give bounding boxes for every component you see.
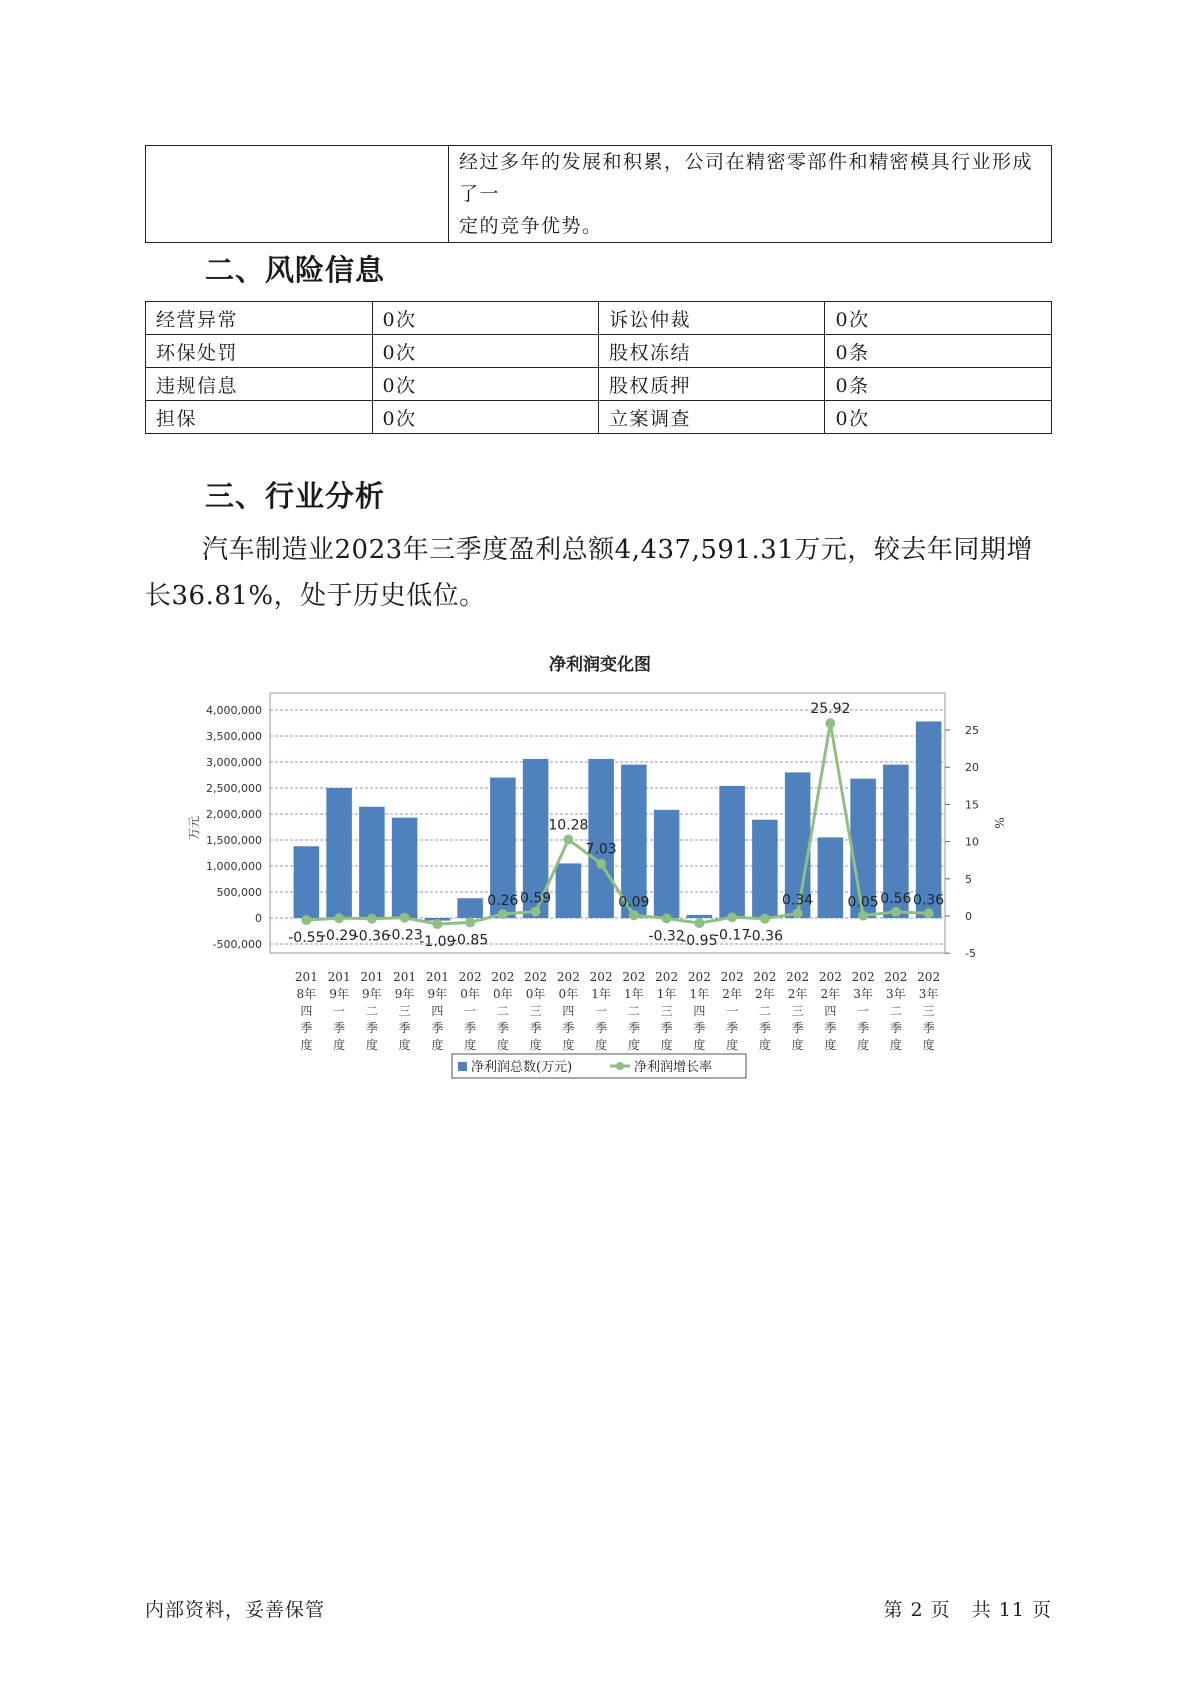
x-tick-label: 9年 xyxy=(362,987,382,1001)
y-tick-left: 2,000,000 xyxy=(206,808,262,821)
risk-value: 0次 xyxy=(372,401,598,434)
growth-rate-point xyxy=(596,859,606,869)
growth-rate-point xyxy=(531,907,541,917)
x-tick-label: 三 xyxy=(529,1004,542,1018)
x-tick-label: 度 xyxy=(758,1038,771,1052)
risk-value: 0次 xyxy=(372,335,598,368)
risk-label: 经营异常 xyxy=(146,302,373,335)
growth-rate-point xyxy=(563,835,573,845)
bar xyxy=(457,898,483,918)
x-tick-label: 度 xyxy=(889,1038,902,1052)
x-tick-label: 1年 xyxy=(656,987,677,1001)
x-tick-label: 度 xyxy=(857,1038,870,1052)
x-tick-label: 季 xyxy=(758,1021,771,1035)
bar xyxy=(359,807,385,918)
y-tick-right: 20 xyxy=(965,761,979,775)
x-tick-label: 202 xyxy=(491,970,515,984)
x-tick-label: 1年 xyxy=(624,987,644,1001)
x-tick-label: 202 xyxy=(655,970,679,984)
legend-bar-swatch xyxy=(458,1062,467,1071)
risk-label: 诉讼仲裁 xyxy=(598,302,825,335)
x-tick-label: 季 xyxy=(726,1021,739,1035)
x-tick-label: 202 xyxy=(818,970,842,984)
x-tick-label: 2年 xyxy=(755,987,775,1001)
growth-rate-point xyxy=(465,917,475,927)
x-tick-label: 一 xyxy=(333,1004,346,1018)
growth-rate-point xyxy=(400,913,410,923)
growth-rate-label: 7.03 xyxy=(585,841,617,858)
x-tick-label: 202 xyxy=(524,970,548,984)
x-tick-label: 202 xyxy=(687,970,711,984)
x-tick-label: 三 xyxy=(922,1004,935,1018)
x-tick-label: 度 xyxy=(824,1038,837,1052)
x-tick-label: 3年 xyxy=(886,987,906,1001)
x-tick-label: 202 xyxy=(720,970,744,984)
y-axis-label-right: % xyxy=(992,817,1006,829)
x-tick-label: 0年 xyxy=(493,987,513,1001)
x-tick-label: 季 xyxy=(300,1021,313,1035)
x-tick-label: 二 xyxy=(627,1004,640,1018)
summary-label-cell xyxy=(146,146,449,243)
growth-rate-point xyxy=(334,913,344,923)
growth-rate-label: 0.56 xyxy=(880,890,912,907)
legend-line-label: 净利润增长率 xyxy=(634,1060,713,1075)
growth-rate-label: -0.23 xyxy=(386,927,423,944)
x-tick-label: 度 xyxy=(333,1038,346,1052)
risk-info-table xyxy=(145,301,1052,434)
bar xyxy=(818,837,844,918)
y-tick-left: 0 xyxy=(255,912,262,925)
risk-row xyxy=(146,368,1052,401)
x-tick-label: 202 xyxy=(556,970,580,984)
x-tick-label: 四 xyxy=(824,1004,837,1018)
x-tick-label: 2年 xyxy=(722,987,742,1001)
growth-rate-point xyxy=(891,907,901,917)
growth-rate-label: -0.32 xyxy=(648,928,685,945)
summary-text-line-2: 定的竞争优势。 xyxy=(459,215,603,237)
x-tick-label: 季 xyxy=(595,1021,608,1035)
growth-rate-label: -0.36 xyxy=(353,928,390,945)
y-tick-left: -500,000 xyxy=(212,938,262,951)
x-tick-label: 三 xyxy=(398,1004,411,1018)
risk-row xyxy=(146,302,1052,335)
x-tick-label: 度 xyxy=(398,1038,411,1052)
x-tick-label: 201 xyxy=(425,970,449,984)
x-tick-label: 季 xyxy=(562,1021,575,1035)
x-tick-label: 四 xyxy=(431,1004,444,1018)
growth-rate-label: -0.95 xyxy=(681,933,718,950)
x-tick-label: 度 xyxy=(562,1038,575,1052)
x-tick-label: 度 xyxy=(365,1038,378,1052)
bar xyxy=(392,818,418,918)
x-tick-label: 季 xyxy=(791,1021,804,1035)
x-tick-label: 0年 xyxy=(525,987,546,1001)
growth-rate-label: 0.26 xyxy=(487,893,519,910)
risk-value: 0次 xyxy=(372,368,598,401)
x-tick-label: 度 xyxy=(431,1038,444,1052)
x-tick-label: 度 xyxy=(496,1038,509,1052)
x-tick-label: 度 xyxy=(595,1038,608,1052)
x-tick-label: 202 xyxy=(786,970,810,984)
growth-rate-point xyxy=(694,918,704,928)
growth-rate-point xyxy=(629,910,639,920)
summary-text-line-1: 经过多年的发展和积累，公司在精密零部件和精密模具行业形成了一 xyxy=(459,151,1034,205)
summary-text-cell xyxy=(449,146,1052,243)
x-tick-label: 一 xyxy=(595,1004,608,1018)
growth-rate-label: 0.36 xyxy=(913,892,945,909)
x-tick-label: 3年 xyxy=(853,987,873,1001)
x-tick-label: 季 xyxy=(660,1021,673,1035)
growth-rate-label: 0.34 xyxy=(782,892,814,909)
y-tick-left: 2,500,000 xyxy=(206,782,262,795)
growth-rate-label: 0.05 xyxy=(847,894,879,911)
bar xyxy=(654,810,680,918)
x-tick-label: 0年 xyxy=(460,987,480,1001)
x-tick-label: 季 xyxy=(398,1021,411,1035)
growth-rate-label: -0.17 xyxy=(714,927,751,944)
bar xyxy=(588,759,614,918)
x-tick-label: 202 xyxy=(917,970,941,984)
bar xyxy=(719,786,745,918)
growth-rate-point xyxy=(858,911,868,921)
growth-rate-point xyxy=(825,718,835,728)
x-tick-label: 202 xyxy=(622,970,646,984)
y-tick-left: 500,000 xyxy=(216,886,262,899)
growth-rate-label: -0.85 xyxy=(452,932,489,949)
growth-rate-label: -1.09 xyxy=(419,934,456,951)
growth-rate-label: 25.92 xyxy=(810,701,851,718)
x-tick-label: 二 xyxy=(758,1004,771,1018)
x-tick-label: 季 xyxy=(464,1021,477,1035)
y-tick-right: 0 xyxy=(965,910,972,923)
growth-rate-point xyxy=(498,909,508,919)
x-tick-label: 201 xyxy=(294,970,318,984)
growth-rate-point xyxy=(432,919,442,929)
x-tick-label: 度 xyxy=(791,1038,804,1052)
chart-title: 净利润变化图 xyxy=(549,655,651,675)
x-tick-label: 9年 xyxy=(427,987,448,1001)
x-tick-label: 季 xyxy=(693,1021,706,1035)
x-tick-label: 四 xyxy=(562,1004,575,1018)
risk-label: 环保处罚 xyxy=(146,335,373,368)
x-tick-label: 202 xyxy=(589,970,613,984)
growth-rate-point xyxy=(301,915,311,925)
x-tick-label: 9年 xyxy=(394,987,415,1001)
x-tick-label: 季 xyxy=(627,1021,640,1035)
x-tick-label: 0年 xyxy=(558,987,579,1001)
x-tick-label: 度 xyxy=(726,1038,739,1052)
section-title-risk: 二、风险信息 xyxy=(205,253,386,287)
risk-row xyxy=(146,401,1052,434)
x-tick-label: 季 xyxy=(365,1021,378,1035)
x-tick-label: 三 xyxy=(660,1004,673,1018)
x-tick-label: 度 xyxy=(464,1038,477,1052)
legend-bar-label: 净利润总数(万元) xyxy=(471,1060,573,1075)
x-tick-label: 201 xyxy=(360,970,384,984)
x-tick-label: 度 xyxy=(922,1038,935,1052)
x-tick-label: 季 xyxy=(529,1021,542,1035)
y-tick-right: 25 xyxy=(965,724,979,737)
x-tick-label: 3年 xyxy=(918,987,939,1001)
x-tick-label: 季 xyxy=(431,1021,444,1035)
growth-rate-point xyxy=(924,908,934,918)
growth-rate-point xyxy=(727,912,737,922)
risk-label: 股权质押 xyxy=(598,368,825,401)
x-tick-label: 201 xyxy=(327,970,351,984)
risk-label: 股权冻结 xyxy=(598,335,825,368)
growth-rate-label: 0.09 xyxy=(618,894,650,911)
growth-rate-label: 10.28 xyxy=(548,817,589,834)
x-tick-label: 二 xyxy=(365,1004,378,1018)
x-tick-label: 2年 xyxy=(787,987,808,1001)
x-tick-label: 季 xyxy=(496,1021,509,1035)
x-tick-label: 三 xyxy=(791,1004,804,1018)
x-tick-label: 季 xyxy=(889,1021,902,1035)
x-tick-label: 季 xyxy=(333,1021,346,1035)
risk-value: 0条 xyxy=(825,335,1052,368)
growth-rate-point xyxy=(662,913,672,923)
x-tick-label: 季 xyxy=(857,1021,870,1035)
bar xyxy=(687,915,713,918)
x-tick-label: 一 xyxy=(726,1004,739,1018)
risk-value: 0条 xyxy=(825,368,1052,401)
bar xyxy=(326,788,352,918)
net-profit-chart xyxy=(180,648,1010,1098)
y-axis-label-left: 万元 xyxy=(187,815,201,841)
y-tick-right: 15 xyxy=(965,798,979,812)
growth-rate-label: 0.59 xyxy=(520,890,552,907)
x-tick-label: 202 xyxy=(851,970,875,984)
x-tick-label: 二 xyxy=(496,1004,509,1018)
growth-rate-label: -0.29 xyxy=(321,928,358,945)
footer-confidential: 内部资料，妥善保管 xyxy=(145,1599,326,1621)
x-tick-label: 8年 xyxy=(296,987,317,1001)
growth-rate-point xyxy=(760,914,770,924)
x-tick-label: 9年 xyxy=(329,987,349,1001)
y-tick-left: 4,000,000 xyxy=(206,704,262,717)
growth-rate-label: -0.55 xyxy=(288,930,325,947)
legend-line-marker xyxy=(616,1062,624,1070)
company-summary-table xyxy=(145,145,1052,243)
industry-paragraph-line-2: 长36.81%，处于历史低位。 xyxy=(145,581,486,611)
bar xyxy=(752,820,778,918)
risk-label: 立案调查 xyxy=(598,401,825,434)
y-tick-left: 1,500,000 xyxy=(206,834,262,847)
footer-page-number: 第 2 页 共 11 页 xyxy=(883,1599,1052,1621)
bar xyxy=(916,721,942,918)
risk-value: 0次 xyxy=(372,302,598,335)
industry-paragraph-line-1: 汽车制造业2023年三季度盈利总额4,437,591.31万元，较去年同期增 xyxy=(202,535,1033,565)
growth-rate-point xyxy=(367,914,377,924)
risk-label: 担保 xyxy=(146,401,373,434)
x-tick-label: 季 xyxy=(824,1021,837,1035)
risk-label: 违规信息 xyxy=(146,368,373,401)
x-tick-label: 度 xyxy=(529,1038,542,1052)
x-tick-label: 二 xyxy=(889,1004,902,1018)
x-tick-label: 度 xyxy=(693,1038,706,1052)
bar xyxy=(294,846,320,918)
x-tick-label: 四 xyxy=(300,1004,313,1018)
y-tick-left: 1,000,000 xyxy=(206,860,262,873)
risk-value: 0次 xyxy=(825,401,1052,434)
x-tick-label: 1年 xyxy=(689,987,710,1001)
growth-rate-point xyxy=(793,908,803,918)
y-tick-left: 3,000,000 xyxy=(206,756,262,769)
y-tick-right: 5 xyxy=(965,872,972,886)
risk-value: 0次 xyxy=(825,302,1052,335)
x-tick-label: 度 xyxy=(660,1038,673,1052)
y-tick-right: -5 xyxy=(965,947,976,961)
y-tick-right: 10 xyxy=(965,835,979,849)
y-tick-left: 3,500,000 xyxy=(206,730,262,743)
section-title-industry: 三、行业分析 xyxy=(205,479,386,513)
x-tick-label: 201 xyxy=(393,970,417,984)
x-tick-label: 一 xyxy=(857,1004,870,1018)
x-tick-label: 四 xyxy=(693,1004,706,1018)
bar xyxy=(556,863,582,918)
x-tick-label: 度 xyxy=(627,1038,640,1052)
x-tick-label: 202 xyxy=(884,970,908,984)
x-tick-label: 季 xyxy=(922,1021,935,1035)
x-tick-label: 2年 xyxy=(820,987,841,1001)
x-tick-label: 202 xyxy=(753,970,777,984)
x-tick-label: 一 xyxy=(464,1004,477,1018)
x-tick-label: 202 xyxy=(458,970,482,984)
growth-rate-label: -0.36 xyxy=(746,928,783,945)
risk-row xyxy=(146,335,1052,368)
x-tick-label: 度 xyxy=(300,1038,313,1052)
x-tick-label: 1年 xyxy=(591,987,611,1001)
